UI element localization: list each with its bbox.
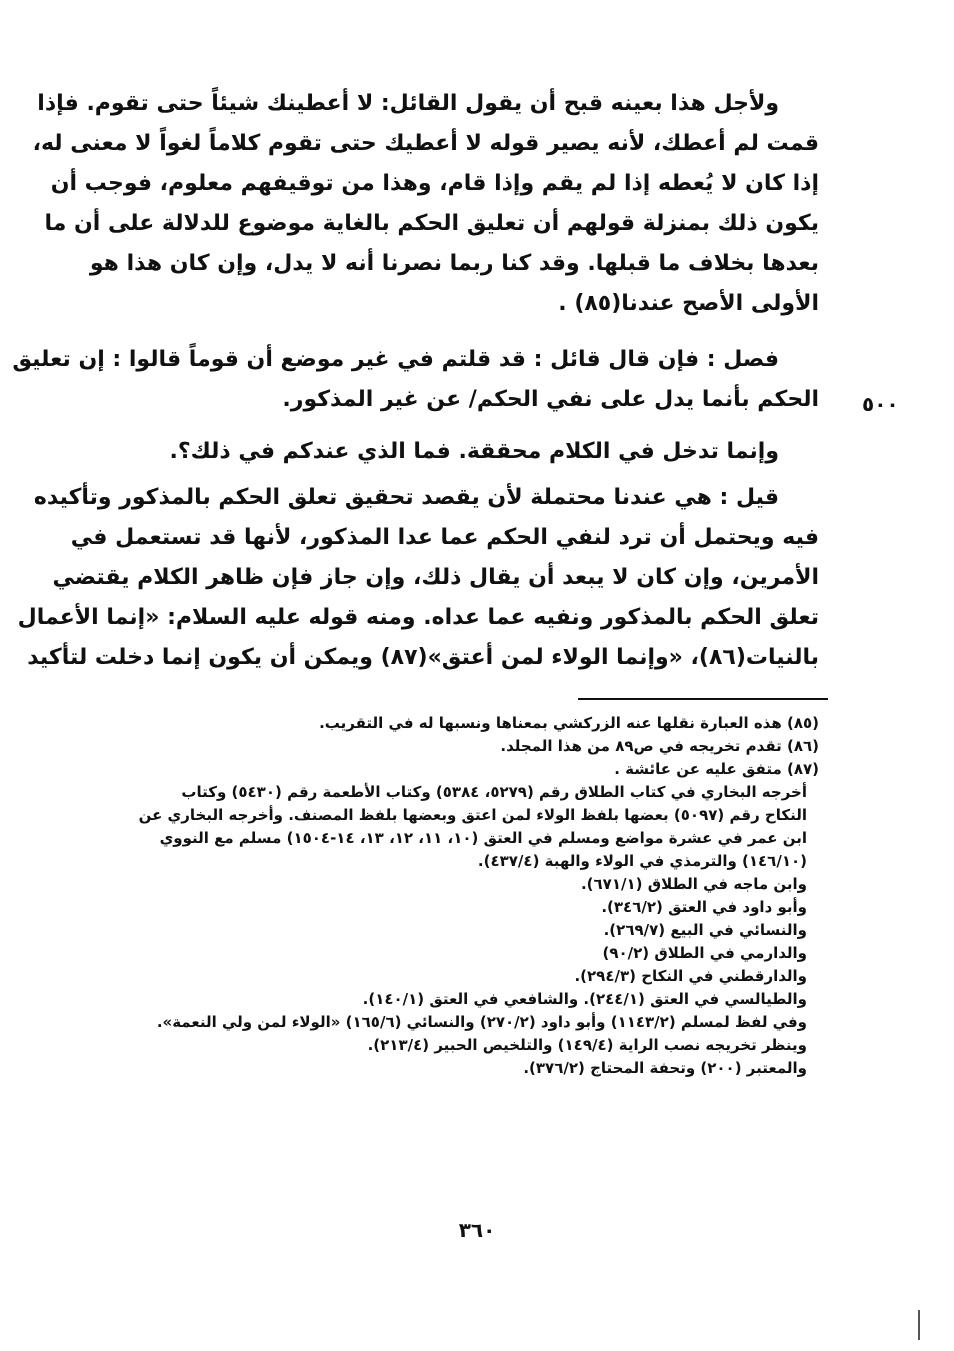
margin-page-reference: ٥٠٠ (862, 392, 899, 416)
scan-edge-mark (918, 1310, 920, 1340)
text-line: بعدها بخلاف ما قبلها. وقد كنا ربما نصرنا أنه لا يدل، وإن كان هذا هو (89, 251, 819, 276)
footnotes (99, 712, 819, 1080)
text-line: فيه ويحتمل أن ترد لنفي الحكم عما عدا المذكور، لأنها قد تستعمل في (70, 525, 819, 550)
footnote: (٨٦) تقدم تخريجه في ص٨٩ من هذا المجلد. (500, 737, 819, 755)
paragraph-3 (104, 432, 819, 472)
footnote-detail: وينظر تخريجه نصب الراية (١٤٩/٤) والتلخيص الحبير (٢١٣/٤). (367, 1036, 807, 1054)
text-line: تعلق الحكم بالمذكور ونفيه عما عداه. ومنه قوله عليه السلام: «إنما الأعمال (17, 605, 819, 630)
text-line: يكون ذلك بمنزلة قولهم أن تعليق الحكم بالغاية موضوع للدلالة على أن ما (44, 211, 819, 236)
footnote-detail: (١٤٦/١٠) والترمذي في الولاء والهبة (٤٣٧/٤). (477, 852, 807, 870)
footnote-detail: والطيالسي في العتق (٢٤٤/١). والشافعي في العتق (١٤٠/١). (362, 990, 807, 1008)
footnote-detail: أخرجه البخاري في كتاب الطلاق رقم (٥٢٧٩، ٥٣٨٤) وكتاب الأطعمة رقم (٥٤٣٠) وكتاب (181, 783, 807, 801)
text-line: فصل : فإن قال قائل : قد قلتم في غير موضع أن قوماً قالوا : إن تعليق (12, 347, 779, 372)
text-line: بالنيات(٨٦)، «وإنما الولاء لمن أعتق»(٨٧) ويمكن أن يكون إنما دخلت لتأكيد (27, 645, 819, 670)
text-line: ولأجل هذا بعينه قبح أن يقول القائل: لا أعطينك شيئاً حتى تقوم. فإذا (37, 91, 779, 116)
footnote: (٨٧) متفق عليه عن عائشة . (614, 760, 819, 778)
footnote-detail: ابن عمر في عشرة مواضع ومسلم في العتق (١٠، ١١، ١٢، ١٣، ١٤-١٥٠٤) مسلم مع النووي (159, 829, 807, 847)
text-line: الأولى الأصح عندنا(٨٥) . (558, 291, 819, 316)
page-number: ٣٦٠ (458, 1218, 496, 1242)
footnote-detail: والدارقطني في النكاح (٢٩٤/٣). (574, 967, 807, 985)
text-line: إذا كان لا يُعطه إذا لم يقم وإذا قام، وهذا من توقيفهم معلوم، فوجب أن (50, 171, 819, 196)
text-line: قمت لم أعطك، لأنه يصير قوله لا أعطيك حتى تقوم كلاماً لغواً لا معنى له، (32, 131, 819, 156)
text-line: الحكم بأنما يدل على نفي الحكم/ عن غير المذكور. (282, 387, 819, 412)
footnote-detail: والنسائي في البيع (٢٦٩/٧). (603, 921, 807, 939)
paragraph-2 (12, 340, 819, 420)
footnote-detail: والدارمي في الطلاق (٩٠/٢) (602, 944, 807, 962)
footnote-detail: والمعتبر (٢٠٠) وتحفة المحتاج (٣٧٦/٢). (523, 1059, 807, 1077)
footnote-detail: وابن ماجه في الطلاق (٦٧١/١). (580, 875, 807, 893)
text-line: وإنما تدخل في الكلام محققة. فما الذي عندكم في ذلك؟. (169, 439, 779, 464)
footnote-divider (578, 698, 828, 700)
paragraph-1 (32, 84, 819, 324)
footnote: (٨٥) هذه العبارة نقلها عنه الزركشي بمعناها ونسبها له في التقريب. (319, 714, 819, 732)
text-line: قيل : هي عندنا محتملة لأن يقصد تحقيق تعلق الحكم بالمذكور وتأكيده (33, 485, 779, 510)
footnote-detail: النكاح رقم (٥٠٩٧) بعضها بلفظ الولاء لمن اعتق وبعضها بلفظ المصنف. وأخرجه البخاري عن (138, 806, 807, 824)
text-line: الأمرين، وإن كان لا يبعد أن يقال ذلك، وإن جاز فإن ظاهر الكلام يقتضي (52, 565, 819, 590)
paragraph-4 (17, 478, 819, 678)
footnote-detail: وأبو داود في العتق (٣٤٦/٢). (601, 898, 807, 916)
footnote-detail: وفي لفظ لمسلم (١١٤٣/٢) وأبو داود (٢٧٠/٢) والنسائي (١٦٥/٦) «الولاء لمن ولي النعمة». (156, 1013, 807, 1031)
